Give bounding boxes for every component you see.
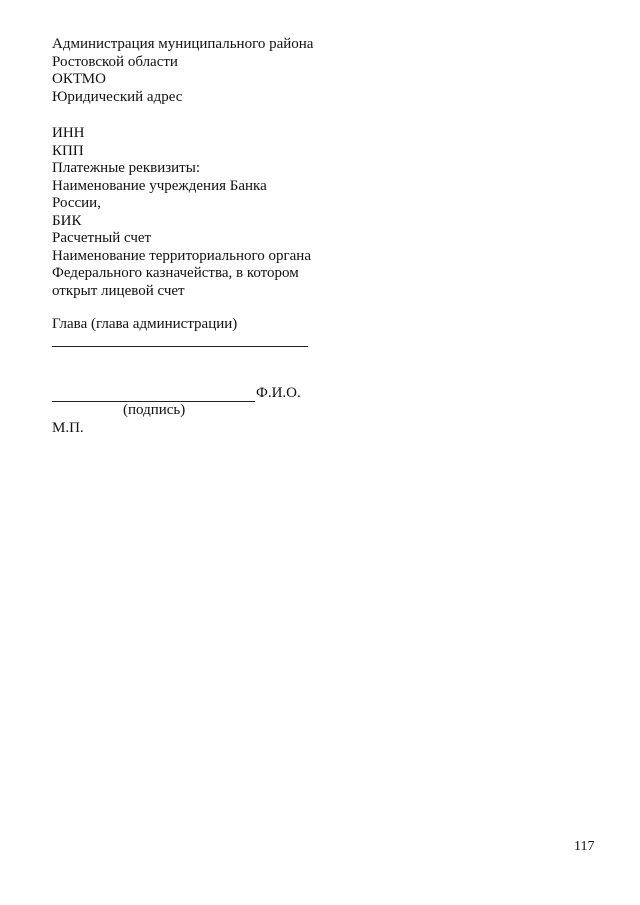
- kpp-label: КПП: [52, 142, 84, 159]
- treasury-body-label-line-2: Федерального казначейства, в котором: [52, 265, 299, 281]
- bik-label: БИК: [52, 212, 82, 229]
- seal-label: М.П.: [52, 420, 84, 436]
- signature-caption: (подпись): [123, 402, 186, 418]
- organization-details: [52, 36, 382, 106]
- settlement-account-label: Расчетный счет: [52, 230, 152, 246]
- bank-name-label-line-2: России,: [52, 195, 101, 211]
- head-title: Глава (глава администрации): [52, 316, 238, 332]
- head-signature-block: [52, 316, 382, 334]
- payment-details: [52, 125, 382, 300]
- fio-label: Ф.И.О.: [256, 385, 301, 401]
- page-number: 117: [574, 839, 595, 854]
- organization-name-line-2: Ростовской области: [52, 53, 178, 70]
- bank-name-label-line-1: Наименование учреждения Банка: [52, 177, 267, 194]
- legal-address-label: Юридический адрес: [52, 88, 183, 105]
- oktmo-label: ОКТМО: [52, 71, 106, 87]
- organization-name-line-1: Администрация муниципального района: [52, 36, 314, 52]
- head-name-line: [52, 346, 308, 347]
- inn-label: ИНН: [52, 125, 85, 141]
- treasury-body-label-line-3: открыт лицевой счет: [52, 282, 185, 299]
- payment-details-heading: Платежные реквизиты:: [52, 160, 200, 176]
- treasury-body-label-line-1: Наименование территориального органа: [52, 247, 311, 264]
